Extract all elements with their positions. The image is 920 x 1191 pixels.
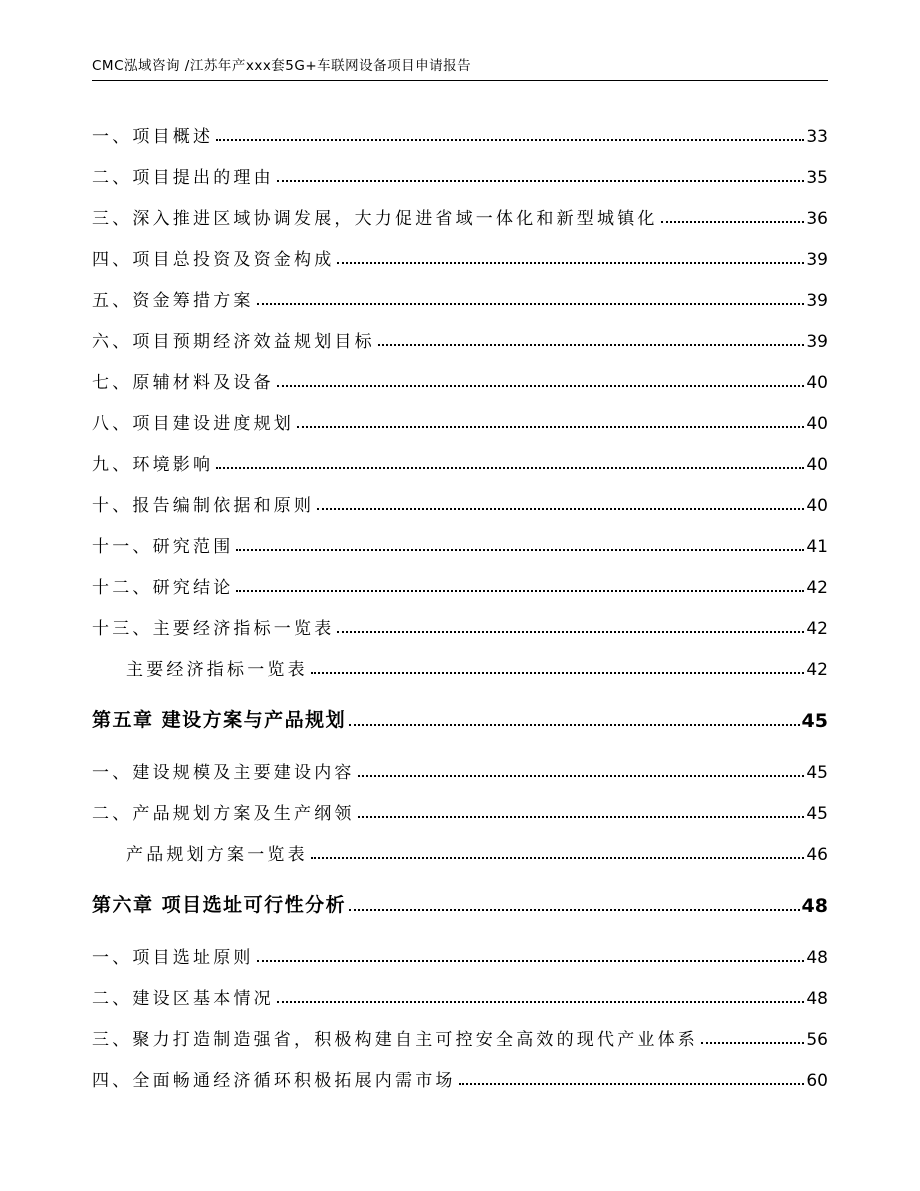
toc-entry-number: 七、 — [92, 373, 133, 393]
toc-entry-title: 产品规划方案及生产纲领 — [132, 804, 355, 824]
toc-entry-label — [92, 799, 355, 824]
toc-entry-title: 资金筹措方案 — [132, 291, 254, 311]
toc-entry[interactable] — [92, 119, 828, 147]
toc-entry-title: 产品规划方案一览表 — [126, 845, 308, 865]
dot-leader — [459, 1083, 805, 1085]
toc-entry-title: 建设规模及主要建设内容 — [132, 763, 355, 783]
toc-entry-title: 全面畅通经济循环积极拓展内需市场 — [132, 1071, 456, 1091]
toc-entry-page: 40 — [806, 373, 828, 393]
toc-chapter-page: 48 — [801, 895, 828, 917]
toc-entry[interactable] — [92, 324, 828, 352]
toc-chapter-title: 项目选址可行性分析 — [161, 894, 347, 916]
toc-entry-label — [92, 758, 355, 783]
toc-entry-number: 二、 — [92, 804, 133, 824]
toc-chapter-title: 建设方案与产品规划 — [161, 709, 347, 731]
toc-entry[interactable] — [92, 611, 828, 639]
toc-entry-label — [92, 450, 213, 475]
toc-entry[interactable] — [92, 940, 828, 968]
toc-entry-number: 一、 — [92, 948, 133, 968]
dot-leader — [277, 180, 805, 182]
dot-leader — [358, 816, 805, 818]
toc-entry[interactable] — [92, 837, 828, 865]
dot-leader — [311, 672, 805, 674]
toc-entry[interactable] — [92, 570, 828, 598]
toc-entry-number: 十三、 — [92, 619, 153, 639]
toc-entry-label — [92, 163, 274, 188]
header-rule — [92, 80, 828, 81]
toc-entry-label — [92, 327, 375, 352]
toc-entry-title: 项目提出的理由 — [132, 168, 274, 188]
toc-entry-label — [92, 655, 308, 680]
dot-leader — [378, 344, 805, 346]
toc-entry-number: 三、 — [92, 1030, 133, 1050]
dot-leader — [257, 960, 805, 962]
toc-entry-label — [92, 984, 274, 1009]
dot-leader — [337, 262, 804, 264]
toc-entry-title: 深入推进区域协调发展，大力促进省域一体化和新型城镇化 — [132, 209, 658, 229]
toc-entry-page: 40 — [806, 496, 828, 516]
toc-entry-label — [92, 840, 308, 865]
toc-entry[interactable] — [92, 447, 828, 475]
toc-entry[interactable] — [92, 283, 828, 311]
toc-entry-number: 三、 — [92, 209, 133, 229]
dot-leader — [311, 857, 805, 859]
toc-entry-page: 39 — [806, 291, 828, 311]
toc-entry[interactable] — [92, 242, 828, 270]
toc-entry-page: 45 — [806, 763, 828, 783]
toc-entry[interactable] — [92, 981, 828, 1009]
dot-leader — [257, 303, 805, 305]
toc-entry-label — [92, 368, 274, 393]
dot-leader — [358, 775, 805, 777]
toc-chapter-number: 第六章 — [92, 894, 154, 916]
toc-chapter-label — [92, 705, 346, 732]
toc-entry-title: 项目预期经济效益规划目标 — [132, 332, 375, 352]
toc-entry-number: 一、 — [92, 127, 133, 147]
toc-entry-number: 四、 — [92, 250, 133, 270]
toc-entry-title: 报告编制依据和原则 — [132, 496, 315, 516]
toc-entry[interactable] — [92, 1022, 828, 1050]
toc-entry-number: 九、 — [92, 455, 133, 475]
dot-leader — [216, 139, 804, 141]
toc-entry[interactable] — [92, 406, 828, 434]
toc-entry[interactable] — [92, 755, 828, 783]
dot-leader — [701, 1042, 804, 1044]
toc-entry-number: 十、 — [92, 496, 133, 516]
toc-entry-number: 二、 — [92, 989, 133, 1009]
toc-entry-page: 40 — [806, 414, 828, 434]
toc-entry-page: 36 — [806, 209, 828, 229]
toc-entry-label — [92, 245, 334, 270]
toc-entry-number: 十一、 — [92, 537, 153, 557]
toc-entry[interactable] — [92, 652, 828, 680]
toc-entry-label — [92, 1066, 456, 1091]
toc-entry[interactable] — [92, 160, 828, 188]
toc-entry-number: 五、 — [92, 291, 133, 311]
toc-entry-page: 41 — [806, 537, 828, 557]
toc-entry-page: 48 — [806, 989, 828, 1009]
dot-leader — [661, 221, 805, 223]
toc-entry-page: 60 — [806, 1071, 828, 1091]
toc-entry-title: 项目总投资及资金构成 — [132, 250, 335, 270]
toc-entry-page: 42 — [806, 619, 828, 639]
toc-entry-label — [92, 491, 314, 516]
dot-leader — [277, 385, 805, 387]
toc-entry-label — [92, 122, 213, 147]
dot-leader — [337, 631, 804, 633]
toc-entry-page: 33 — [806, 127, 828, 147]
toc-entry[interactable] — [92, 365, 828, 393]
toc-entry-title: 项目概述 — [132, 127, 214, 147]
toc-entry-title: 建设区基本情况 — [132, 989, 274, 1009]
toc-entry-title: 主要经济指标一览表 — [152, 619, 335, 639]
toc-entry-label — [92, 532, 233, 557]
toc-entry-page: 42 — [806, 578, 828, 598]
toc-entry[interactable] — [92, 529, 828, 557]
toc-entry-label — [92, 1025, 698, 1050]
toc-entry-title: 研究结论 — [152, 578, 234, 598]
dot-leader — [277, 1001, 805, 1003]
toc-entry-page: 48 — [806, 948, 828, 968]
toc-entry-title: 主要经济指标一览表 — [126, 660, 308, 680]
toc-entry-page: 39 — [806, 250, 828, 270]
toc-entry-page: 39 — [806, 332, 828, 352]
dot-leader — [317, 508, 804, 510]
toc-entry-number: 一、 — [92, 763, 133, 783]
toc-entry-page: 56 — [806, 1030, 828, 1050]
toc-entry-label — [92, 409, 294, 434]
toc-entry-number: 六、 — [92, 332, 133, 352]
toc-entry[interactable] — [92, 488, 828, 516]
toc-entry-number: 十二、 — [92, 578, 153, 598]
toc-entry-number: 八、 — [92, 414, 133, 434]
toc-entry-label — [92, 573, 233, 598]
dot-leader — [349, 724, 799, 726]
toc-entry-title: 研究范围 — [152, 537, 234, 557]
toc-chapter-number: 第五章 — [92, 709, 154, 731]
dot-leader — [297, 426, 804, 428]
toc-entry-title: 聚力打造制造强省，积极构建自主可控安全高效的现代产业体系 — [132, 1030, 699, 1050]
toc-entry-page: 45 — [806, 804, 828, 824]
toc-entry-title: 项目建设进度规划 — [132, 414, 295, 434]
toc-chapter-label — [92, 890, 346, 917]
toc-entry-page: 35 — [806, 168, 828, 188]
toc-entry-page: 42 — [806, 660, 828, 680]
toc-entry[interactable] — [92, 796, 828, 824]
toc-entry-page: 40 — [806, 455, 828, 475]
toc-entry-title: 环境影响 — [132, 455, 214, 475]
toc-entry-label — [92, 286, 254, 311]
toc-entry-label — [92, 614, 334, 639]
dot-leader — [349, 909, 799, 911]
toc-chapter[interactable] — [92, 704, 828, 732]
toc-chapter-page: 45 — [801, 710, 828, 732]
toc-entry-label — [92, 943, 254, 968]
dot-leader — [216, 467, 804, 469]
toc-entry-title: 项目选址原则 — [132, 948, 254, 968]
toc-entry[interactable] — [92, 1063, 828, 1091]
toc-entry-number: 二、 — [92, 168, 133, 188]
toc-entry-label — [92, 204, 658, 229]
running-header: CMC泓域咨询 /江苏年产xxx套5G+车联网设备项目申请报告 — [92, 58, 472, 74]
dot-leader — [236, 549, 804, 551]
toc-entry[interactable] — [92, 201, 828, 229]
dot-leader — [236, 590, 804, 592]
toc-chapter[interactable] — [92, 889, 828, 917]
toc-entry-page: 46 — [806, 845, 828, 865]
toc-entry-title: 原辅材料及设备 — [132, 373, 274, 393]
toc-entry-number: 四、 — [92, 1071, 133, 1091]
